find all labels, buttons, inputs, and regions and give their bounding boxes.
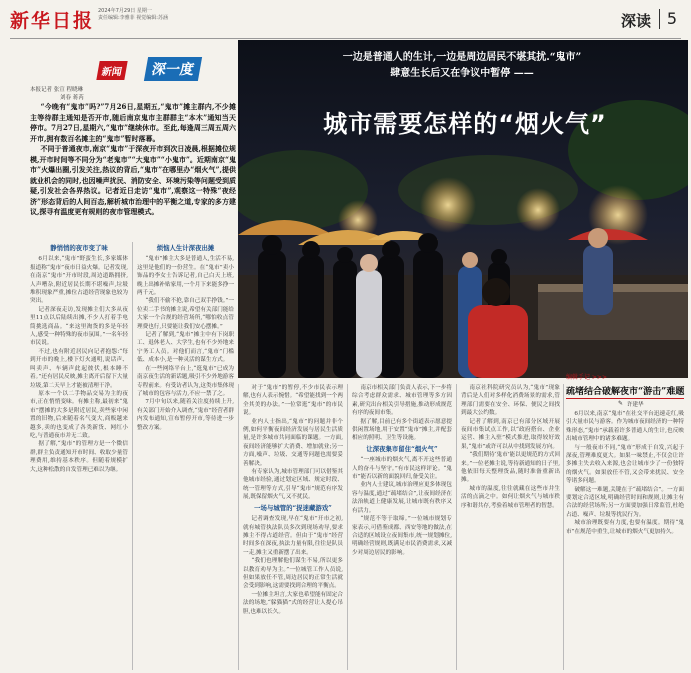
col5-paragraph: 记者了解到,南京已有部分区域开展夜间市集试点工作,以“政府搭台、企业运营、摊主入驻”模式推进,取得较好效果,“鬼市”或许可以从中找到发展方向。: [461, 418, 560, 450]
col4-paragraph: 南京市相关部门负责人表示,下一步将综合考虑群众需求、城市管理等多方因素,研究出台相关引导措施,推动形成规范有序的夜间市集。: [352, 385, 452, 417]
issue-date: 2024年7月29日 星期一: [98, 8, 152, 14]
col3-paragraph: 记者调查发现,早在“鬼市”开市之初,就有城管执法队员多次到现场劝导,要求摊主不得占道经营。但由于“鬼市”经营时间多在深夜,执法力量有限,往往是队员一走,摊主又重新摆了出来。: [243, 516, 343, 556]
sidebar-paragraph: 与一般夜市不同,“鬼市”形成于自发,兴起于深夜,管理难度更大。如果一味禁止,不仅会让许多摊主失去收入来源,也会让城市少了一份独特的烟火气。如果放任不管,又会带来扰民、安全等诸多问题。: [566, 444, 684, 485]
column-rule: [563, 384, 564, 670]
col3-paragraph: 一位摊主坦言,大家也希望能有固定合法的场地,“躲猫猫”式的经营让人提心吊胆,也难以长久。: [243, 591, 343, 615]
article-column-1: [30, 242, 128, 670]
col2-paragraph: 记者了解到,“鬼市”摊主中有下岗职工、退休老人、大学生,也有不少外地来宁务工人员。对他们而言,“鬼市”门槛低、成本小,是一种灵活的谋生方式。: [137, 332, 234, 364]
sidebar-rule: [566, 398, 684, 399]
sidebar-paragraph: 破解这一难题,关键在于“疏堵结合”。一方面要划定合适区域,明确经营时间和规则,让摊主有合法的经营场所;另一方面要加强日常监管,杜绝占道、噪声、垃圾等扰民行为。: [566, 486, 684, 518]
kicker-line1: 一边是普通人的生计,一边是周边居民不堪其扰.“鬼市”: [342, 52, 582, 63]
article-column-3: [243, 384, 343, 670]
subhead-2: 烦恼人生计深夜出摊: [156, 244, 215, 252]
col3-paragraph: 业内人士指出,“鬼市”的问题并非个例,如何平衡夜间经济发展与居民生活质量,是许多城市共同面临的课题。一方面,夜间经济能够扩大消费、增加就业;另一方面,噪声、垃圾、交通等问题也需要妥善解决。: [243, 418, 343, 467]
col2-paragraph: “我们不偷不抢,靠自己双手挣钱。”一位卖二手书的摊主说,希望有关部门能给大家一个合规的经营场所,“哪怕收点管理费也行,只要能让我们安心摆摊。”: [137, 298, 234, 330]
column-rule: [132, 242, 133, 670]
pen-icon: ✎: [618, 400, 624, 407]
banner-part1: 新闻: [96, 61, 127, 80]
night-market-photo: [238, 40, 688, 378]
col5-paragraph: 城市的温度,往往就藏在这些市井生活的点滴之中。如何让烟火气与城市秩序和谐共存,考验着城市管理者的智慧。: [461, 485, 560, 509]
main-headline: 城市需要怎样的“烟火气”: [323, 110, 607, 138]
col3-paragraph: 对于“鬼市”的暂停,不少市民表示理解,也有人表示惋惜。“希望能找到一个两全其美的办法。”一位常逛“鬼市”的市民说。: [243, 385, 343, 417]
lead-paragraph: “今晚有“鬼市”吗?”7月26日,星期五,“鬼市”摊主群内,不少摊主等待群主通知是否开市,随后南京鬼市主群群主“本木”通知当天停市。7月27日,星期六,“鬼市”继续休市。至此,每逢周三周五周六开市,拥有数百名摊主的“鬼市”暂时落幕。: [30, 102, 236, 143]
masthead-meta: [98, 8, 168, 22]
subhead-1: 静悄悄的夜市变了味: [50, 244, 108, 252]
masthead-rule: [10, 38, 681, 39]
col1-paragraph: 记者深夜走访,发现摊主们大多从夜里11点以后陆续出摊,不少人打着手电筒挑选商品。“来这里淘货的多是年轻人,感受一种特殊的夜市氛围。”一名年轻市民说。: [30, 306, 128, 347]
photo-kicker: [262, 50, 662, 82]
col2-paragraph: “鬼市”摊主大多是普通人,生活不易,这里是他们的一份营生。在“鬼市”卖小饰品的李女士告诉记者,自己白天上班,晚上出摊补贴家用,一个月下来能多挣一两千元。: [137, 256, 234, 297]
article-column-4: [352, 384, 452, 670]
column-banner: [88, 55, 208, 89]
byline-reporter2: 刘春 蒋芮: [60, 95, 84, 101]
col1-paragraph: 不过,也有附近居民向记者抱怨:“每到开市的晚上,楼下灯火通明,说话声、叫卖声、车辆声此起彼伏,根本睡不着。”还有居民反映,摊主离开后留下大量垃圾,第二天早上才能被清理干净。: [30, 348, 128, 389]
col4-paragraph: 业内人士建议,城市治理应更多体现包容与温度,通过“疏堵结合”,让夜间经济在法治轨道上健康发展,让城市既有秩序又有活力。: [352, 482, 452, 514]
lead-paragraphs: [30, 102, 236, 218]
col4-paragraph: “一座城市的烟火气,离不开这些普通人的奋斗与坚守。”有市民这样评论。“鬼市”能否以新的面貌回归,备受关注。: [352, 457, 452, 481]
col1-paragraph: 原本一个以二手物品交易为主的夜市,正在悄悄变味。有摊主称,最初来“鬼市”摆摊的大多是附近居民,卖些家中闲置的旧物,后来随着名气变大,商贩越来越多,卖的也变成了各类新货、网红小吃,与普通夜市并无二致。: [30, 390, 128, 439]
newspaper-logo: 新华日报: [10, 10, 95, 32]
byline-reporter: 本报记者 张宣 程晓琳: [30, 87, 83, 93]
section-title: 深读: [620, 12, 651, 30]
byline: [30, 86, 84, 102]
sidebar-body: [566, 410, 684, 670]
col4-paragraph: 据了解,目前已有多个街道表示愿意提供闲置场地,用于安置“鬼市”摊主,并配套相应的照明、卫生等设施。: [352, 418, 452, 442]
subhead-4: 让深夜集市留住“烟火气”: [366, 444, 438, 453]
col3-paragraph: 有专家认为,城市管理部门可以借鉴其他城市经验,通过划定区域、规定时段、统一管理等方式,引导“鬼市”规范有序发展,既保留烟火气,又不扰民。: [243, 469, 343, 501]
sidebar-kicker: 编辑手记 >>>: [566, 374, 607, 381]
sidebar-paragraph: 城市治理既要有力度,也要有温度。期待“鬼市”在规范中重生,让城市的烟火气更加持久。: [566, 520, 684, 535]
editors-line: 责任编辑:李雅菲 视觉编辑:苏涵: [98, 15, 168, 21]
sidebar-paragraph: 6月以来,南京“鬼市”在社交平台迅速走红,吸引大量市民与游客。作为城市夜间经济的一种特殊形态,“鬼市”承载着许多普通人的生计,也反映出城市管理中的诸多难题。: [566, 411, 684, 443]
subhead-3: 一场与城管的“捉迷藏游戏”: [254, 503, 332, 512]
section-divider: [659, 9, 660, 29]
col4-paragraph: “规范不等于取缔。”一位城市规划专家表示,可借鉴成都、西安等地的做法,在合适的区域设立夜间集市,统一规划摊位,明确经营规则,既满足市民消费需求,又减少对周边居民的影响。: [352, 516, 452, 556]
banner-part2: 深一度: [144, 57, 202, 81]
kicker-line2: 肆意生长后又在争议中暂停 ——: [390, 68, 534, 79]
col3-paragraph: “我们也理解他们谋生不易,所以更多以教育劝导为主。”一位城管工作人员说,但如果放任不管,周边居民的正常生活就会受到影响,这需要找到合理的平衡点。: [243, 558, 343, 590]
column-rule: [238, 384, 239, 670]
col2-paragraph: 7月中旬以来,随着关注度持续上升,有关部门开始介入调查,“鬼市”经营者群内发布通知,宣布暂停开市,等待进一步整改方案。: [137, 399, 234, 431]
column-rule: [456, 384, 457, 670]
night-market-illustration: [238, 40, 688, 378]
col5-paragraph: 南京社科院研究员认为,“鬼市”现象背后是人们对多样化消费场景的需求,管理部门需要在安全、环保、便民之间找到最大公约数。: [461, 385, 560, 417]
sidebar-headline: 疏堵结合破解夜市“游击”难题: [566, 387, 685, 397]
lead-paragraph: 不同于普通夜市,南京“鬼市”于深夜开市到次日凌晨,根据摊位规模,开市时间等不同分为“老鬼市”“大鬼市”“小鬼市”。近期南京“鬼市”火爆出圈,引发关注,热议的背后,“鬼市”在哪里办“烟火气”,提供就业机会的同时,也因噪声扰民、消防安全、环境污染等问题受到质疑,引发社会各界热议。记者近日走访“鬼市”,观察这一特殊“夜经济”形态背后的人间百态,解析城市治理中的平衡之道,专家的多方建议,探寻有温度更有规则的夜市管理模式。: [30, 144, 236, 216]
col1-paragraph: 6月以来,“鬼市”野蛮生长,多家媒体报道称“鬼市”夜市日益火爆。记者发现,在南京“鬼市”开市时段,周边道路拥挤,人声嘈杂,附近居民长期不堪噪声,垃圾堆积现象严重,摊位占道经营现象也较为突出。: [30, 256, 128, 305]
col1-paragraph: 据了解,“鬼市”的管理方是一个微信群,群主负责通知开市时间、收取少量管理费用,维持基本秩序。但随着规模扩大,这种松散的自发管理已难以为继。: [30, 441, 128, 473]
masthead: [0, 0, 691, 40]
article-column-5: [461, 384, 560, 670]
article-column-2: [137, 242, 234, 670]
sidebar-author: 许建华: [627, 402, 644, 408]
column-rule: [347, 384, 348, 670]
col2-paragraph: 在一些网络平台上,“逛鬼市”已成为南京夜生活的新话题,吸引不少外地游客专程前来。有受访者认为,这类市集体现了城市的包容与活力,不应一禁了之。: [137, 365, 234, 397]
page-number: 5: [666, 9, 677, 28]
col5-paragraph: “我们期待‘鬼市’能以更规范的方式回来。”一位老摊主说,等待新通知的日子里,他依旧每天整理货品,随时准备重新出摊。: [461, 452, 560, 484]
